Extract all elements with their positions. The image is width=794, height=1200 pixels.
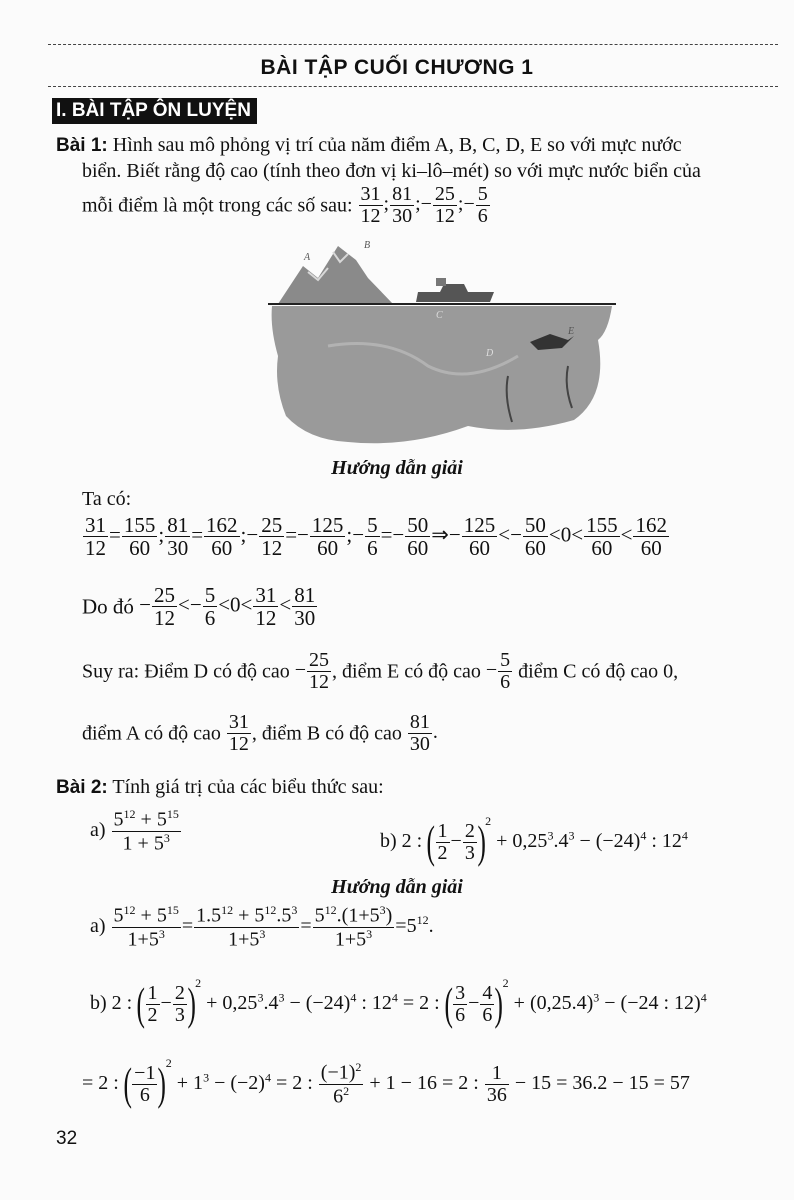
bai2-prompt: Bài 2: Tính giá trị của các biểu thức sau: — [56, 776, 384, 798]
bai1-suy-ra-line2: điểm A có độ cao $\frac{31}{12}$ , điểm B có độ cao $\frac{81}{30}$ . — [82, 711, 438, 755]
bai1-line3: mỗi điểm là một trong các số sau: $\frac{31}{12}$ ; $\frac{81}{30}$ ;− $\frac{25}{12}$ ;− $\frac{5}{6}$ — [82, 183, 488, 227]
bai1-line2: biển. Biết rằng độ cao (tính theo đơn vị ki–lô–mét) so với mực nước biển của — [82, 160, 701, 182]
bai1-suy-ra-line1: Suy ra: Điểm D có độ cao − $\frac{25}{12}$ , điểm E có độ cao − $\frac{5}{6}$ điểm C có độ cao 0, — [82, 649, 679, 693]
chapter-title: BÀI TẬP CUỐI CHƯƠNG 1 — [260, 56, 534, 79]
bai2-solution-b-line2: = 2 : ( $\frac{-1}{6}$ )$^2 + 1^3 - (-2)^4 = 2$ : $\frac{(-1)^2}{6^2}$ + 1 − 16 = 2 : $\frac{1}{36}$ − 15 = 36.2 − 15 = 57 — [82, 1056, 690, 1110]
svg-text:A: A — [304, 252, 311, 263]
bai1-do-do: Do đó − $\frac{25}{12}$ <− $\frac{5}{6}$ <0< $\frac{31}{12}$ < $\frac{81}{30}$ — [82, 583, 316, 631]
section-label: I. BÀI TẬP ÔN LUYỆN — [52, 98, 257, 124]
svg-text:C: C — [436, 310, 443, 321]
bai2-solution-a: a) $\frac{5^{12} + 5^{15}}{1+5^3}$ = $\frac{1.5^{12} + 5^{12}.5^3}{1+5^3}$ = $\frac{5^{12}.(1+5^3)}{1+5^3}$ $=5^{12}$. — [90, 903, 434, 951]
bai1-guide-title: Hướng dẫn giải — [331, 457, 463, 479]
bai1-ta-co: Ta có: — [82, 488, 132, 510]
page-number: 32 — [56, 1128, 78, 1149]
top-dashed-rule — [48, 44, 778, 45]
bai1-label: Bài 1: — [56, 135, 108, 156]
bai2-label: Bài 2: — [56, 777, 108, 798]
title-dashed-rule — [48, 86, 778, 87]
bai2-solution-b-line1: b) 2 : ( $\frac{1}{2}$ − $\frac{2}{3}$ )$^2 + 0,25^3.4^3 - (-24)^4$ : $12^4 = 2$ : ( $\frac{3}{6}$ − $\frac{4}{6}$ )$^2 + (0,25.4)^3 - (-24$ : 12)$^4$ — [90, 976, 707, 1030]
svg-text:E: E — [568, 326, 575, 337]
svg-text:D: D — [486, 348, 494, 359]
sea-level-figure — [268, 236, 616, 450]
svg-text:B: B — [364, 240, 371, 251]
bai2-task-a: a) $\frac{5^{12} + 5^{15}}{1 + 5^3}$ — [90, 807, 179, 855]
bai1-equation-1: $\frac{31}{12}$ = $\frac{155}{60}$ ; $\frac{81}{30}$ = $\frac{162}{60}$ ;− $\frac{25}{12}$ =− $\frac{125}{60}$ ;− $\frac{5}{6}$ =− $\frac{50}{60}$ ⇒− $\frac{125}{60}$ <− $\frac{50}{60}$ <0< $\frac{155}{60}$ < $\frac{162}{60}$ — [85, 513, 667, 561]
bai2-guide-title: Hướng dẫn giải — [331, 876, 463, 898]
bai1-line1: Bài 1: Hình sau mô phỏng vị trí của năm điểm A, B, C, D, E so với mực nước — [56, 134, 682, 156]
bai2-task-b: b) 2 : ( $\frac{1}{2}$ − $\frac{2}{3}$ )$^2 + 0,25^3.4^3 - (-24)^4$ : $12^4$ — [380, 814, 688, 868]
